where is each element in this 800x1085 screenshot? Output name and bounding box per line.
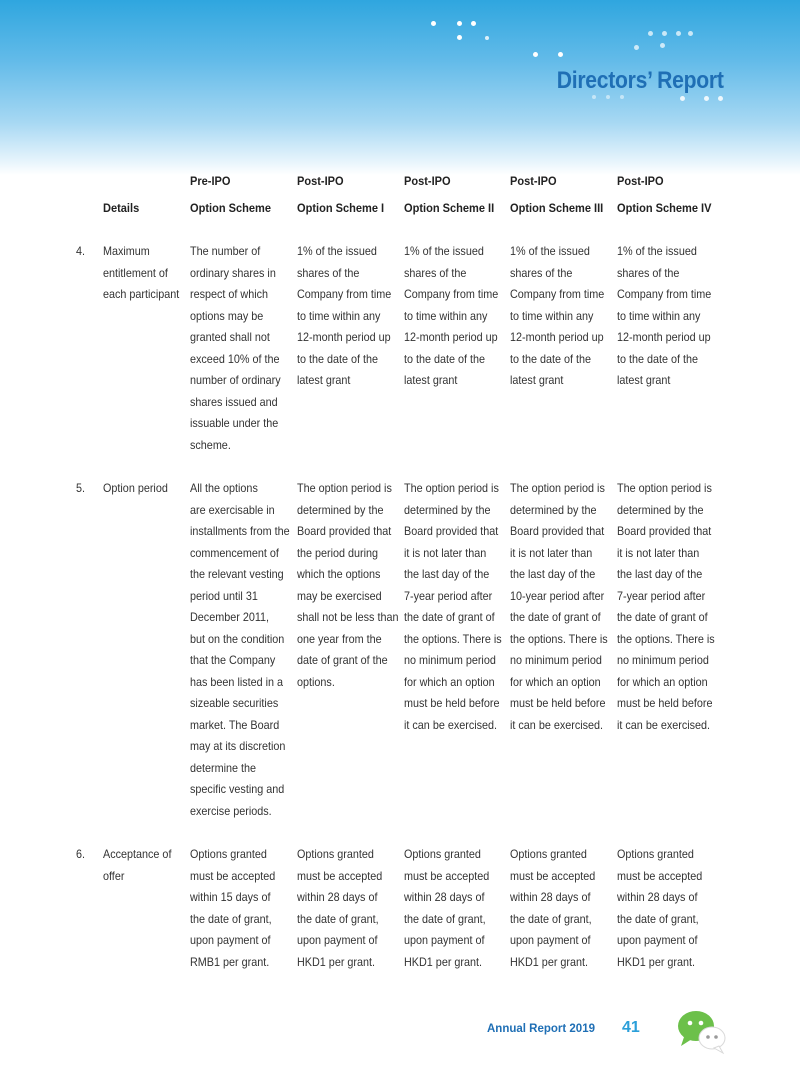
column-header-line2: Option Scheme [190, 201, 271, 215]
table-cell: 1% of the issued shares of the Company from time to time within any 12-month period up to the date of the latest grant [617, 244, 712, 387]
table-cell: Options granted must be accepted within 28 days of the date of grant, upon payment of HKD1 per grant. [297, 847, 383, 969]
decor-dot [662, 31, 667, 36]
table-cell: Options granted must be accepted within 28 days of the date of grant, upon payment of HKD1 per grant. [617, 847, 703, 969]
decor-dot [533, 52, 538, 57]
table-cell: The option period is determined by the Board provided that it is not later than the last day of the 10-year period after the date of grant of the options. There is no minimum period for which an option must be held before it can be exercised. [510, 481, 608, 732]
decor-dot [457, 35, 462, 40]
row-number: 5. [76, 481, 86, 495]
decor-dot [704, 96, 709, 101]
decor-dot [688, 31, 693, 36]
decor-dot [634, 45, 639, 50]
decor-dot [592, 95, 596, 99]
table-cell: The option period is determined by the Board provided that it is not later than the last day of the 7-year period after the date of grant of the options. There is no minimum period for which an option must be held before it can be exercised. [617, 481, 715, 732]
column-header-line1: Post-IPO [297, 174, 344, 188]
row-details: Acceptance of offer [103, 847, 172, 883]
decor-dot [718, 96, 723, 101]
column-header-line1 [103, 168, 139, 195]
table-cell: The number of ordinary shares in respect of which options may be granted shall not exceed 10% of the number of ordinary shares issued and issuable under the scheme. [190, 244, 281, 452]
decor-dot [457, 21, 462, 26]
decor-dot [471, 21, 476, 26]
table-cell: 1% of the issued shares of the Company from time to time within any 12-month period up to the date of the latest grant [404, 244, 499, 387]
decor-dot [620, 95, 624, 99]
column-header-post-ipo-1 [297, 168, 384, 222]
row-number: 4. [76, 244, 86, 258]
column-header-line1: Post-IPO [617, 174, 664, 188]
decor-dot [606, 95, 610, 99]
decor-dot [485, 36, 489, 40]
column-header-post-ipo-2 [404, 168, 494, 222]
footer-report-label: Annual Report 2019 [487, 1023, 595, 1035]
table-cell: 1% of the issued shares of the Company from time to time within any 12-month period up to the date of the latest grant [297, 244, 392, 387]
chat-bubbles-icon [676, 1008, 728, 1054]
table-cell: The option period is determined by the Board provided that it is not later than the last day of the 7-year period after the date of grant of the options. There is no minimum period for which an option must be held before it can be exercised. [404, 481, 502, 732]
decor-dot [680, 96, 685, 101]
decor-dot [660, 43, 665, 48]
column-header-line1: Post-IPO [404, 174, 451, 188]
column-header-line2: Option Scheme III [510, 201, 604, 215]
row-details: Option period [103, 481, 168, 495]
column-header-line2: Option Scheme I [297, 201, 385, 215]
column-header-line2: Option Scheme II [404, 201, 495, 215]
row-number: 6. [76, 847, 86, 861]
column-header-post-ipo-3 [510, 168, 603, 222]
page-title: Directors’ Report [557, 67, 724, 94]
column-header-post-ipo-4 [617, 168, 711, 222]
column-header-pre-ipo [190, 168, 271, 222]
table-cell: Options granted must be accepted within 15 days of the date of grant, upon payment of RMB1 per grant. [190, 847, 276, 969]
page-number: 41 [622, 1019, 640, 1036]
column-header-line2: Option Scheme IV [617, 201, 712, 215]
decor-dot [676, 31, 681, 36]
column-header-line1: Pre-IPO [190, 174, 231, 188]
decor-dot [431, 21, 436, 26]
table-cell: Options granted must be accepted within 28 days of the date of grant, upon payment of HKD1 per grant. [404, 847, 490, 969]
table-cell: All the options are exercisable in installments from the commencement of the relevant vesting period until 31 December 2011, but on the condition that the Company has been listed in a sizeable securities market. The Board may at its discretion determine the specific vesting and exercise periods. [190, 481, 290, 818]
decor-dot [558, 52, 563, 57]
column-header-line2: Details [103, 201, 140, 215]
decor-dot [648, 31, 653, 36]
table-cell: Options granted must be accepted within 28 days of the date of grant, upon payment of HKD1 per grant. [510, 847, 596, 969]
column-header-details [103, 168, 139, 222]
table-cell: 1% of the issued shares of the Company from time to time within any 12-month period up to the date of the latest grant [510, 244, 605, 387]
column-header-line1: Post-IPO [510, 174, 557, 188]
table-cell: The option period is determined by the Board provided that the period during which the options may be exercised shall not be less than one year from the date of grant of the options. [297, 481, 399, 689]
row-details: Maximum entitlement of each participant [103, 244, 180, 301]
